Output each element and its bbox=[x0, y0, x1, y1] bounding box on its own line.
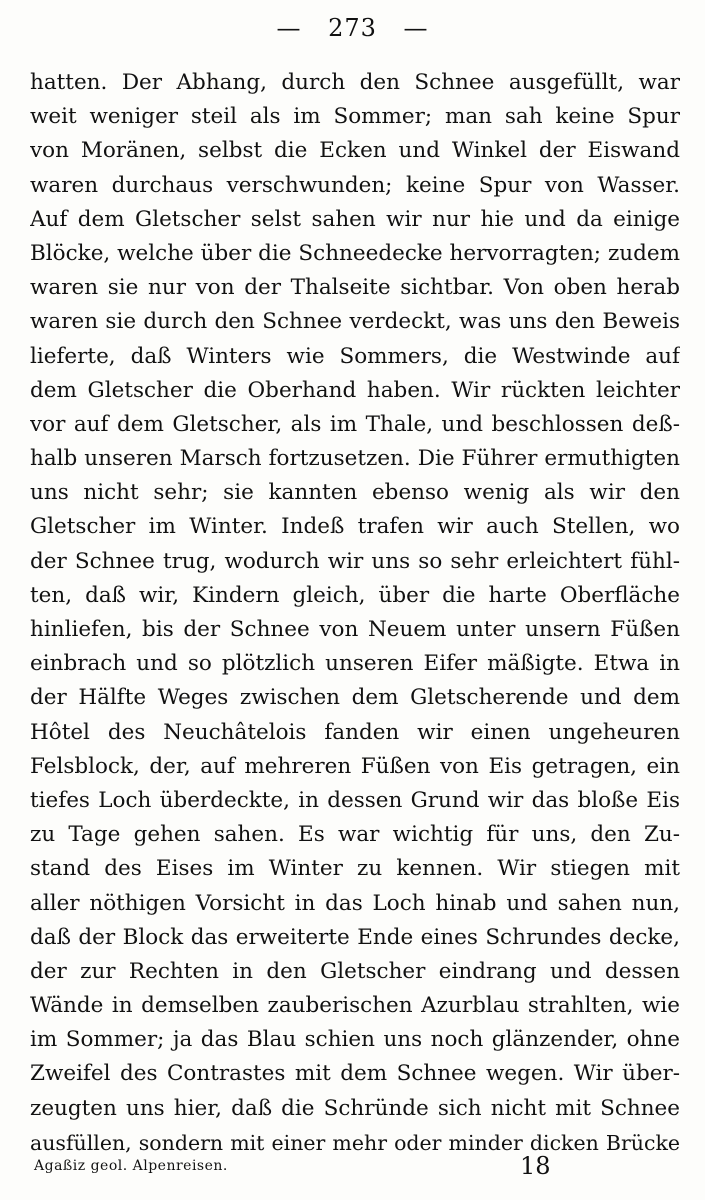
text-line: waren sie durch den Schnee verdeckt, was uns den Beweis bbox=[30, 309, 680, 335]
text-line: hatten. Der Abhang, durch den Schnee ausgefüllt, war bbox=[30, 70, 680, 95]
header-dash-left: — bbox=[276, 14, 302, 42]
text-line: Hôtel des Neuchâtelois fanden wir einen ungeheuren bbox=[30, 719, 680, 745]
text-line: tiefes Loch überdeckte, in dessen Grund wir das bloße Eis bbox=[30, 787, 680, 813]
text-line: daß der Block das erweiterte Ende eines Schrundes decke, bbox=[30, 924, 680, 950]
text-line: ten, daß wir, Kindern gleich, über die harte Oberfläche bbox=[30, 582, 680, 608]
text-line: Blöcke, welche über die Schneedecke hervorragten; zudem bbox=[30, 240, 680, 266]
text-line: vor auf dem Gletscher, als im Thale, und beschlossen deß- bbox=[30, 411, 680, 437]
text-line: der Schnee trug, wodurch wir uns so sehr erleichtert fühl- bbox=[30, 548, 680, 574]
text-line: uns nicht sehr; sie kannten ebenso wenig als wir den bbox=[30, 480, 680, 506]
text-line: zu Tage gehen sahen. Es war wichtig für uns, den Zu- bbox=[30, 822, 680, 848]
text-line: waren durchaus verschwunden; keine Spur von Wasser. bbox=[30, 172, 680, 198]
text-line: im Sommer; ja das Blau schien uns noch glänzender, ohne bbox=[30, 1027, 680, 1053]
sheet-number: 18 bbox=[520, 1152, 551, 1180]
page-header bbox=[0, 14, 705, 42]
text-line: von Moränen, selbst die Ecken und Winkel der Eiswand bbox=[30, 138, 680, 164]
text-line: aller nöthigen Vorsicht in das Loch hinab und sahen nun, bbox=[30, 890, 680, 916]
body-text bbox=[30, 66, 680, 1160]
signature-mark: Agaßiz geol. Alpenreisen. bbox=[34, 1158, 228, 1174]
text-line: zeugten uns hier, daß die Schründe sich nicht mit Schnee bbox=[30, 1095, 680, 1121]
text-line: waren sie nur von der Thalseite sichtbar. Von oben herab bbox=[30, 275, 680, 301]
text-line: der Hälfte Weges zwischen dem Gletscherende und dem bbox=[30, 685, 680, 711]
page-number: 273 bbox=[328, 14, 377, 42]
text-line: weit weniger steil als im Sommer; man sah keine Spur bbox=[30, 104, 680, 130]
text-line: dem Gletscher die Oberhand haben. Wir rückten leichter bbox=[30, 377, 680, 403]
text-line: Zweifel des Contrastes mit dem Schnee wegen. Wir über- bbox=[30, 1061, 680, 1087]
text-line: lieferte, daß Winters wie Sommers, die Westwinde auf bbox=[30, 343, 680, 369]
text-line: Auf dem Gletscher selst sahen wir nur hie und da einige bbox=[30, 206, 680, 232]
text-line: Felsblock, der, auf mehreren Füßen von Eis getragen, ein bbox=[30, 753, 680, 779]
text-line: Gletscher im Winter. Indeß trafen wir auch Stellen, wo bbox=[30, 514, 680, 540]
text-line: halb unseren Marsch fortzusetzen. Die Führer ermuthigten bbox=[30, 446, 680, 472]
text-line: stand des Eises im Winter zu kennen. Wir stiegen mit bbox=[30, 856, 680, 882]
text-line: einbrach und so plötzlich unseren Eifer mäßigte. Etwa in bbox=[30, 651, 680, 677]
header-dash-right: — bbox=[403, 14, 429, 42]
text-line: der zur Rechten in den Gletscher eindrang und dessen bbox=[30, 958, 680, 984]
text-line: hinliefen, bis der Schnee von Neuem unter unsern Füßen bbox=[30, 617, 680, 642]
page-footer bbox=[34, 1152, 674, 1182]
text-line: Wände in demselben zauberischen Azurblau strahlten, wie bbox=[30, 993, 680, 1019]
text-line: ausfüllen, sondern mit einer mehr oder minder dicken Brücke bbox=[30, 1130, 680, 1155]
